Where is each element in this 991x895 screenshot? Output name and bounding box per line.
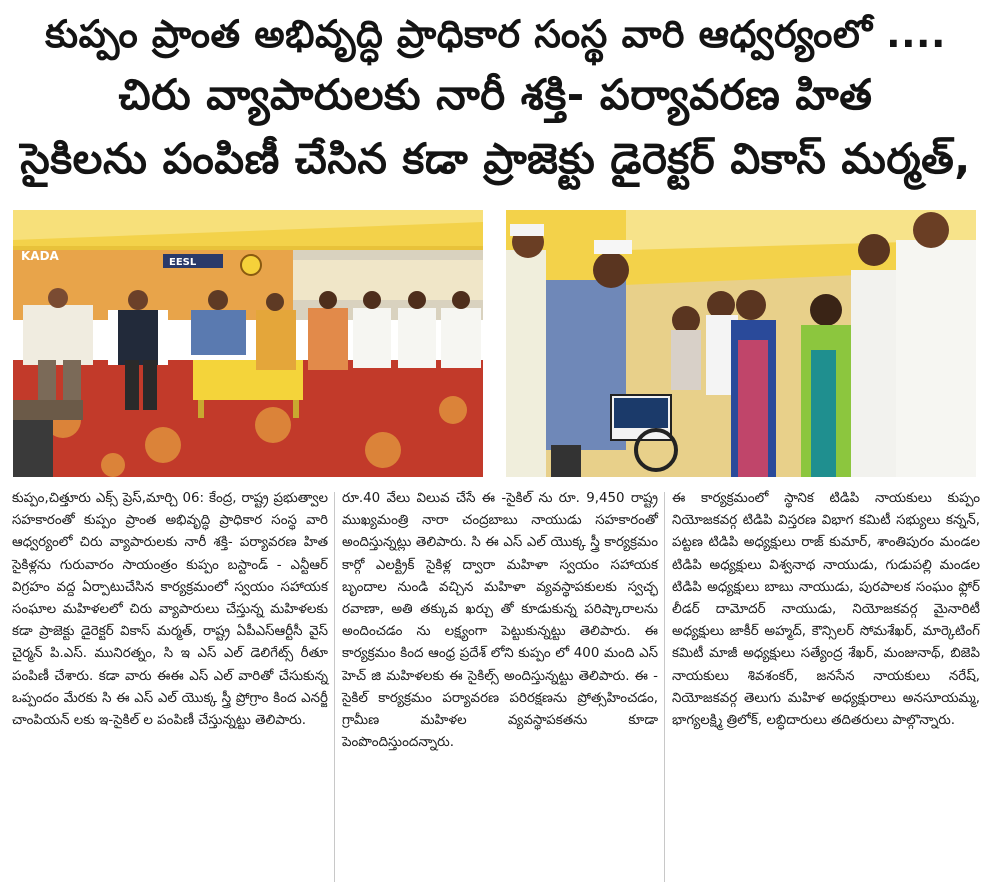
headline-line-3: సైకిలను పంపిణీ చేసిన కడా ప్రాజెక్టు డైరెక్టర్ వికాస్ మర్మత్, [20,134,971,183]
event-stage-photo [13,210,483,477]
cycle-distribution-photo [506,210,976,477]
eesl-banner-text: EESL [169,257,197,268]
column-divider [334,492,335,882]
column-divider [664,492,665,882]
headline-line-2: చిరు వ్యాపారులకు నారీ శక్తి- పర్యావరణ హిత [118,70,873,119]
kada-banner-text: KADA [21,249,59,263]
article-column-2: రూ.40 వేలు విలువ చేసే ఈ -సైకిల్ ను రూ. 9,450 రాష్ట్ర ముఖ్యమంత్రి నారా చంద్రబాబు నాయుడు సహకారంతో అందిస్తున్నట్లు తెలిపారు. సి ఈ ఎస్ ఎల్ యొక్క స్త్రీ కార్యక్రమం కార్గో ఎలక్ట్రిక్ సైకిళ్ల ద్వారా మహిళా స్వయం సహాయక బృందాల నుండి వచ్చిన మహిళా వ్యవస్థాపకులకు స్వచ్ఛ రవాణా, అతి తక్కువ ఖర్చు తో కూడుకున్న పరిష్కారాలను అందించడం ను లక్ష్యంగా పెట్టుకున్నట్టు తెలిపారు. ఈ కార్యక్రమం కింద ఆంధ్ర ప్రదేశ్ లోని కుప్పం లో 400 మంది ఎస్ హెచ్ జి మహిళలకు ఈ సైకిల్స్ అందిస్తున్నట్టు తెలిపారు. ఈ - సైకిల్ కార్యక్రమం పర్యావరణ పరిరక్షణను ప్రోత్సహించడం, గ్రామీణ మహిళల వ్యవస్థాపకతను కూడా పెంపొందిస్తుందన్నారు. [342,491,658,751]
headline-line-1: కుప్పం ప్రాంత అభివృద్ధి ప్రాధికార సంస్థ వారి ఆధ్వర్యంలో .... [45,12,946,56]
article-column-3: ఈ కార్యక్రమంలో స్థానిక టిడిపి నాయకులు కుప్పం నియోజకవర్గ టిడిపి విస్తరణ విభాగ కమిటీ సభ్యులు కన్నన్, పట్టణ టిడిపి అధ్యక్షులు రాజ్ కుమార్, శాంతిపురం మండల టిడిపి అధ్యక్షులు విశ్వనాథ నాయుడు, గుడుపల్లి మండల టిడిపి అధ్యక్షులు బాబు నాయుడు, పురపాలక సంఘం ఫ్లోర్ లీడర్ దామోదర్ నాయుడు, నియోజకవర్గ మైనారిటీ అధ్యక్షులు జాకీర్ అహ్మద్, కౌన్సిలర్ సోమశేఖర్, మార్కెటింగ్ కమిటీ మాజీ అధ్యక్షులు సత్యేంద్ర శేఖర్, మంజునాథ్, బిజెపి నాయకులు శివశంకర్, జనసేన నాయకులు నరేష్, నియోజకవర్గ తెలుగు మహిళ అధ్యక్షురాలు అనసూయమ్మ, భాగ్యలక్ష్మి త్రిలోక్, లబ్ధిదారులు తదితరులు పాల్గొన్నారు. [672,491,980,729]
article-column-1: కుప్పం,చిత్తూరు ఎక్స్ ప్రెస్,మార్చి 06: కేంద్ర, రాష్ట్ర ప్రభుత్వాల సహకారంతో కుప్పం ప్రాంత అభివృద్ధి ప్రాధికార సంస్థ వారి ఆధ్వర్యంలో చిరు వ్యాపారులకు నారీ శక్తి- పర్యావరణ హిత సైకిళ్లను గురువారం సాయంత్రం కుప్పం బస్టాండ్ - ఎన్టీఆర్ విగ్రహం వద్ద ఏర్పాటుచేసిన కార్యక్రమంలో స్వయం సహాయక సంఘాల మహిళలలో చిరు వ్యాపారులు చేస్తున్న మహిళలకు కడా ప్రాజెక్టు డైరెక్టర్ వికాస్ మర్మత్, రాష్ట్ర ఏపీఎస్ఆర్టీసీ వైస్ చైర్మన్ పి.ఎస్. మునిరత్నం, సి ఇ ఎస్ ఎల్ డెలిగేట్స్ రీతూ పంపిణీ చేశారు. కడా వారు ఈఈ ఎస్ ఎల్ వారితో చేసుకున్న ఒప్పందం మేరకు సి ఈ ఎస్ ఎల్ యొక్క స్త్రీ ప్రోగ్రాం కింద ఎనర్జీ చాంపియన్ లకు ఇ-సైకిల్ ల పంపిణీ చేస్తున్నట్టు తెలిపారు. [12,491,328,729]
